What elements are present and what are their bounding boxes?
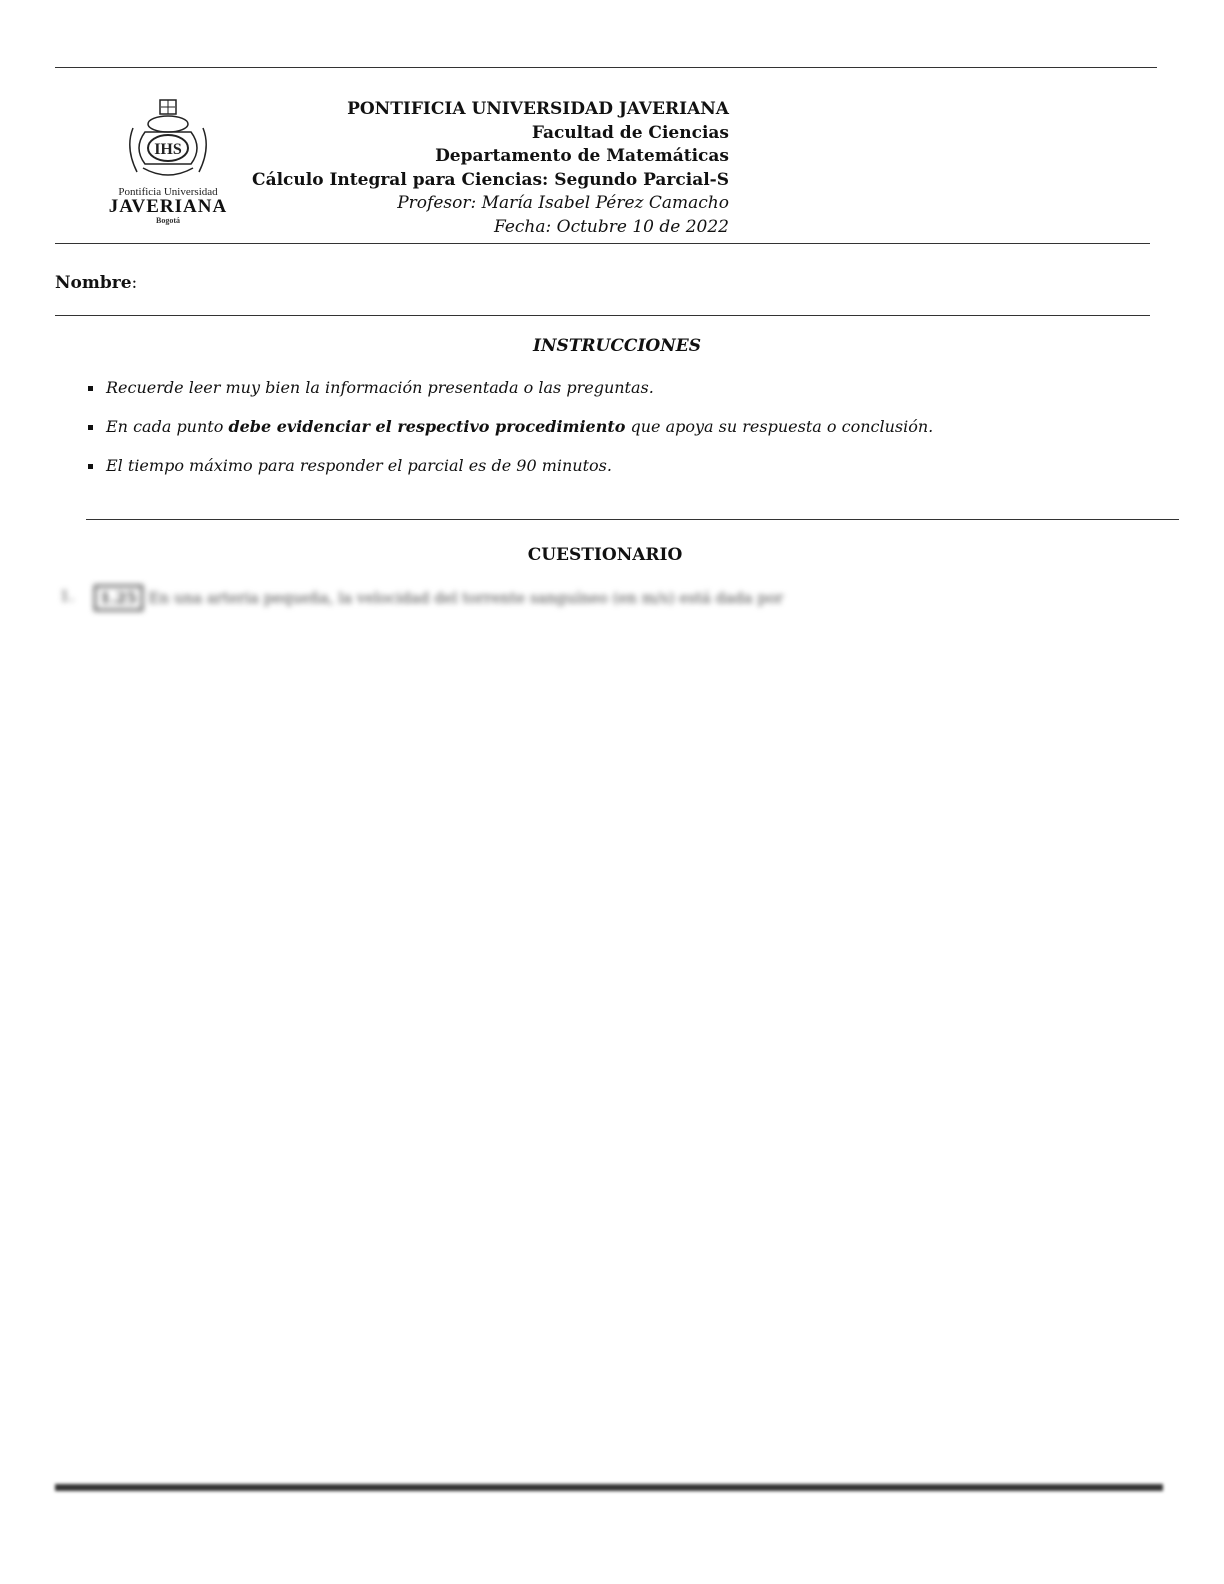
department-name: Departamento de Matemáticas <box>435 146 729 167</box>
questionnaire-title: CUESTIONARIO <box>527 545 683 565</box>
footer-bar <box>55 1484 1163 1491</box>
name-field: Nombre: <box>55 273 138 293</box>
svg-text:IHS: IHS <box>154 141 182 158</box>
instructions-list <box>86 378 1166 495</box>
university-name: PONTIFICIA UNIVERSIDAD JAVERIANA <box>347 99 729 119</box>
questionnaire-rule <box>86 519 1179 520</box>
instructions-title: INSTRUCCIONES <box>533 336 701 356</box>
question-text: En una arteria pequeña, la velocidad del torrente sanguíneo (en m/s) está dada por <box>148 589 784 607</box>
logo-line3: Bogotá <box>156 216 180 225</box>
logo-line1: Pontificia Universidad <box>118 186 218 198</box>
question-number: 1. <box>60 587 75 605</box>
instruction-item: Recuerde leer muy bien la información presentada o las preguntas. <box>86 378 1166 417</box>
header-block <box>252 98 729 240</box>
professor-name: Profesor: María Isabel Pérez Camacho <box>397 193 729 214</box>
name-label: Nombre <box>55 273 132 293</box>
header-rule <box>55 243 1150 244</box>
question-item <box>60 585 1170 611</box>
university-logo <box>104 98 232 240</box>
instruction-item: El tiempo máximo para responder el parcial es de 90 minutos. <box>86 456 1166 495</box>
logo-line2: JAVERIANA <box>108 196 228 217</box>
exam-date: Fecha: Octubre 10 de 2022 <box>493 216 729 237</box>
question-points: 1.25 <box>94 585 143 611</box>
instruction-item: En cada punto debe evidenciar el respectivo procedimiento que apoya su respuesta o conclusión. <box>86 417 1166 456</box>
crest-icon <box>123 98 213 188</box>
faculty-name: Facultad de Ciencias <box>531 122 729 143</box>
top-rule <box>55 67 1157 68</box>
name-rule <box>55 315 1150 316</box>
course-name: Cálculo Integral para Ciencias: Segundo Parcial-S <box>252 169 729 190</box>
questions-region <box>60 585 1170 1381</box>
